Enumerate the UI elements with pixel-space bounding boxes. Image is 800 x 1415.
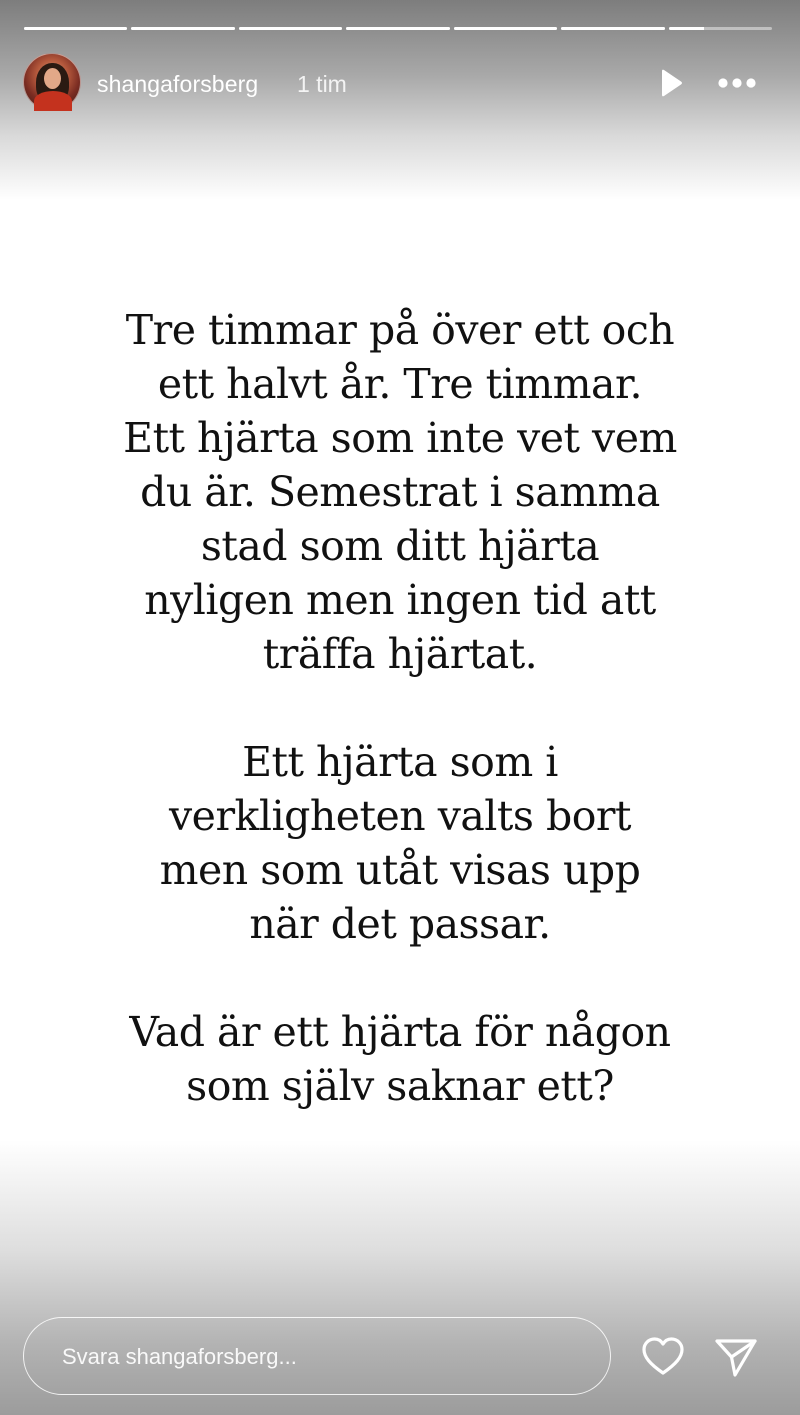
more-icon xyxy=(715,69,759,97)
progress-segment xyxy=(454,27,557,30)
story-text xyxy=(0,303,800,1167)
story-line: nyligen men ingen tid att xyxy=(144,576,656,624)
progress-segment xyxy=(346,27,449,30)
story-line: ett halvt år. Tre timmar. xyxy=(157,360,643,408)
story-line: som själv saknar ett? xyxy=(186,1062,614,1110)
progress-segment-fill xyxy=(346,27,449,30)
story-paragraph xyxy=(0,735,800,951)
play-button[interactable] xyxy=(655,68,685,98)
story-line: du är. Semestrat i samma xyxy=(140,468,660,516)
progress-segment xyxy=(669,27,772,30)
send-icon xyxy=(713,1335,759,1379)
story-header xyxy=(23,53,777,113)
username[interactable]: shangaforsberg xyxy=(97,71,259,97)
story-line: men som utåt visas upp xyxy=(159,846,641,894)
reply-box[interactable] xyxy=(23,1317,611,1395)
story-progress-bar xyxy=(24,27,772,31)
progress-segment xyxy=(561,27,664,30)
story-line: stad som ditt hjärta xyxy=(200,522,600,570)
timestamp: 1 tim xyxy=(297,71,347,97)
story-line: Ett hjärta som inte vet vem xyxy=(123,414,677,462)
story-line: träffa hjärtat. xyxy=(262,630,538,678)
like-button[interactable] xyxy=(640,1335,686,1379)
avatar[interactable] xyxy=(23,53,81,111)
heart-icon xyxy=(640,1335,686,1379)
avatar-shirt xyxy=(34,91,72,111)
progress-segment xyxy=(131,27,234,30)
story-line: verkligheten valts bort xyxy=(169,792,631,840)
more-options-button[interactable] xyxy=(715,69,759,97)
send-button[interactable] xyxy=(713,1335,759,1379)
progress-segment-fill xyxy=(131,27,234,30)
avatar-face xyxy=(44,68,61,89)
progress-segment-fill xyxy=(24,27,127,30)
story-line: Ett hjärta som i xyxy=(242,738,558,786)
progress-segment-fill xyxy=(454,27,557,30)
play-icon xyxy=(655,68,685,98)
progress-segment-fill xyxy=(669,27,704,30)
story-paragraph xyxy=(0,303,800,681)
progress-segment xyxy=(239,27,342,30)
reply-input[interactable] xyxy=(60,1318,584,1395)
progress-segment-fill xyxy=(239,27,342,30)
progress-segment xyxy=(24,27,127,30)
story-line: när det passar. xyxy=(249,900,551,948)
story-line: Vad är ett hjärta för någon xyxy=(129,1008,671,1056)
progress-segment-fill xyxy=(561,27,664,30)
story-line: Tre timmar på över ett och xyxy=(125,306,675,354)
story-paragraph xyxy=(0,1005,800,1113)
